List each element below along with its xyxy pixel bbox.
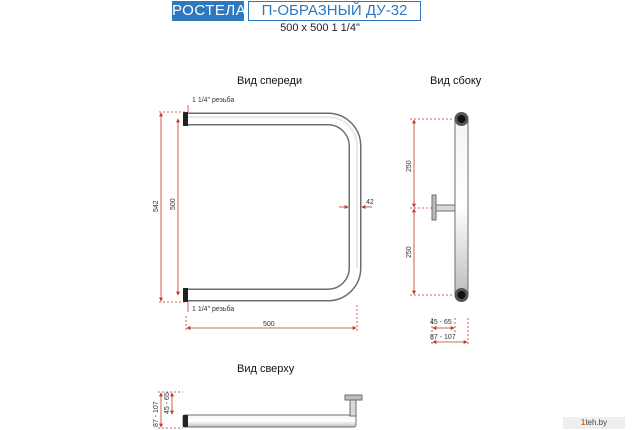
- front-view-label: Вид спереди: [237, 75, 303, 87]
- top-large-label: 87 - 107: [153, 401, 160, 427]
- side-lower-label: 250: [406, 246, 413, 258]
- side-view-label: Вид сбоку: [430, 75, 482, 87]
- model-title: П-ОБРАЗНЫЙ ДУ-32: [248, 1, 421, 21]
- size-subtitle: 500 x 500 1 1/4": [280, 22, 360, 34]
- bottom-thread-label: 1 1/4" резьба: [192, 306, 235, 313]
- top-small-label: 45 - 65: [164, 392, 171, 414]
- watermark-prefix: 1: [580, 418, 586, 427]
- overall-height-label: 542: [153, 200, 160, 212]
- watermark: [563, 417, 625, 429]
- side-offset-large-label: 87 - 107: [430, 334, 456, 341]
- wall-bracket-plate: [432, 195, 436, 220]
- watermark-text: teh.by: [585, 418, 608, 427]
- wall-bracket-arm: [436, 205, 455, 211]
- top-thread-end: [183, 112, 188, 126]
- top-bracket-plate: [345, 395, 362, 400]
- center-height-label: 500: [170, 198, 177, 210]
- side-offset-small-label: 45 - 65: [430, 319, 452, 326]
- top-view-pipe: [183, 395, 362, 427]
- side-view-pipe: [432, 112, 469, 302]
- side-upper-label: 250: [406, 160, 413, 172]
- bottom-thread-end: [183, 288, 188, 302]
- top-view-label: Вид сверху: [237, 363, 295, 375]
- pipe-diameter-label: 42: [366, 199, 374, 206]
- top-thread-label: 1 1/4" резьба: [192, 97, 235, 104]
- top-bracket-arm: [350, 400, 356, 416]
- width-label: 500: [263, 321, 275, 328]
- front-view-pipe: [183, 112, 357, 302]
- brand-badge: РОСТЕЛА: [172, 2, 247, 19]
